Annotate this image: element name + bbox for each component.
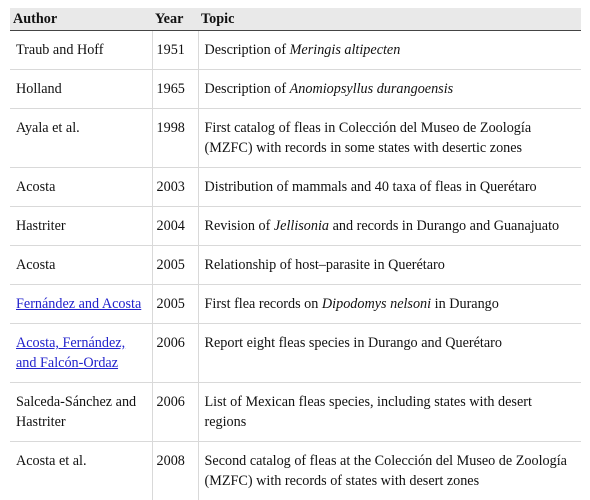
table-row bbox=[10, 70, 581, 109]
table-header bbox=[10, 8, 581, 31]
author-name: Acosta et al. bbox=[16, 453, 87, 469]
table-row bbox=[10, 324, 581, 383]
table-row bbox=[10, 207, 581, 246]
topic-cell bbox=[198, 442, 581, 500]
topic-text: Description of bbox=[205, 81, 290, 97]
author-name: Hastriter bbox=[16, 218, 66, 234]
author-cell bbox=[10, 442, 152, 500]
taxon-name: Anomiopsyllus durangoensis bbox=[290, 81, 454, 97]
author-cell bbox=[10, 31, 152, 70]
author-cell bbox=[10, 246, 152, 285]
year-cell: 2006 bbox=[152, 324, 198, 383]
topic-cell bbox=[198, 109, 581, 168]
taxon-name: Meringis altipecten bbox=[290, 42, 401, 58]
table-row bbox=[10, 168, 581, 207]
author-name: Holland bbox=[16, 81, 62, 97]
topic-text: Revision of bbox=[205, 218, 274, 234]
topic-text: and records in Durango and Guanajuato bbox=[329, 218, 559, 234]
author-name: Acosta bbox=[16, 257, 55, 273]
author-cell bbox=[10, 383, 152, 442]
topic-cell bbox=[198, 285, 581, 324]
topic-cell bbox=[198, 383, 581, 442]
table-body bbox=[10, 31, 581, 500]
taxon-name: Jellisonia bbox=[274, 218, 329, 234]
topic-text: First catalog of fleas in Colección del Museo de Zoología (MZFC) with records in some states with desertic zones bbox=[205, 120, 532, 156]
topic-cell bbox=[198, 31, 581, 70]
year-cell: 2006 bbox=[152, 383, 198, 442]
table-row bbox=[10, 442, 581, 500]
year-cell: 1951 bbox=[152, 31, 198, 70]
table-row bbox=[10, 109, 581, 168]
topic-text: Second catalog of fleas at the Colección del Museo de Zoología (MZFC) with records of states with desert zones bbox=[205, 453, 567, 489]
year-cell: 1998 bbox=[152, 109, 198, 168]
topic-text: Distribution of mammals and 40 taxa of fleas in Querétaro bbox=[205, 179, 537, 195]
author-cell bbox=[10, 207, 152, 246]
table-row bbox=[10, 285, 581, 324]
author-cell bbox=[10, 168, 152, 207]
header-row bbox=[10, 8, 581, 31]
author-cell bbox=[10, 285, 152, 324]
author-cell bbox=[10, 109, 152, 168]
author-cell bbox=[10, 70, 152, 109]
author-name: Acosta bbox=[16, 179, 55, 195]
topic-text: Relationship of host–parasite in Querétaro bbox=[205, 257, 445, 273]
column-header-topic: Topic bbox=[198, 8, 581, 31]
topic-cell bbox=[198, 324, 581, 383]
topic-cell bbox=[198, 246, 581, 285]
taxon-name: Dipodomys nelsoni bbox=[322, 296, 431, 312]
year-cell: 2008 bbox=[152, 442, 198, 500]
table-row bbox=[10, 383, 581, 442]
year-cell: 2003 bbox=[152, 168, 198, 207]
table-row bbox=[10, 246, 581, 285]
author-name: Traub and Hoff bbox=[16, 42, 104, 58]
author-reference-link[interactable]: Acosta, Fernández, and Falcón-Ordaz bbox=[16, 335, 125, 371]
author-reference-link[interactable]: Fernández and Acosta bbox=[16, 296, 141, 312]
author-name: Salceda-Sánchez and Hastriter bbox=[16, 394, 136, 430]
topic-cell bbox=[198, 207, 581, 246]
topic-cell bbox=[198, 168, 581, 207]
year-cell: 2004 bbox=[152, 207, 198, 246]
year-cell: 1965 bbox=[152, 70, 198, 109]
author-cell bbox=[10, 324, 152, 383]
topic-text: First flea records on bbox=[205, 296, 322, 312]
year-cell: 2005 bbox=[152, 285, 198, 324]
column-header-author: Author bbox=[10, 8, 152, 31]
topic-text: Description of bbox=[205, 42, 290, 58]
topic-text: Report eight fleas species in Durango and Querétaro bbox=[205, 335, 502, 351]
topic-text: in Durango bbox=[431, 296, 499, 312]
topic-text: List of Mexican fleas species, including states with desert regions bbox=[205, 394, 532, 430]
topic-cell bbox=[198, 70, 581, 109]
column-header-year: Year bbox=[152, 8, 198, 31]
flea-studies-table bbox=[10, 8, 581, 500]
year-cell: 2005 bbox=[152, 246, 198, 285]
table-row bbox=[10, 31, 581, 70]
author-name: Ayala et al. bbox=[16, 120, 80, 136]
